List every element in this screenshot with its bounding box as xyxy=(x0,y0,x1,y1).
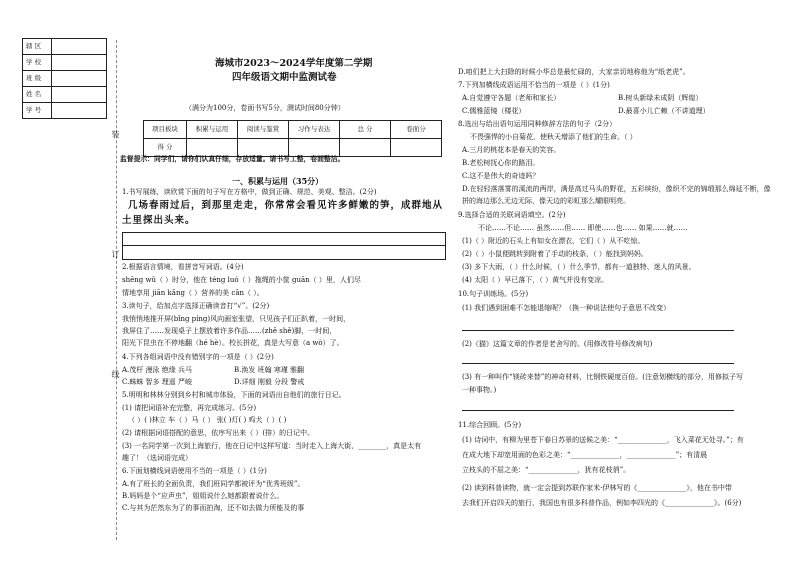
question-9: 9.选择合适的关联词语填空。(2分) xyxy=(458,211,566,219)
option-a[interactable]: A.三月的桃花本是春天的笑容。 xyxy=(462,146,561,154)
option-d[interactable]: D.在轻轻落落雾的溪流的两岸，满是高过马头的野花，五彩缤纷，像织不完的锦缎那么绵延不断，像 xyxy=(462,185,771,193)
score-cell[interactable] xyxy=(340,139,391,157)
info-label: 辖 区 xyxy=(23,39,52,55)
question-11-2b[interactable]: 去我们开启四天的旅行，我国也有很多科普作品，例如李四光的《______________》。(6分) xyxy=(462,499,742,507)
subtitle: （满分为100分，卷面书写5分，测试时间80分钟） xyxy=(185,104,345,112)
writing-box[interactable] xyxy=(122,232,446,260)
info-label: 姓 名 xyxy=(23,87,52,103)
info-label: 班 级 xyxy=(23,71,52,87)
question-5-2: (2) 请根据词语搭配的意思，依序写出来（ ）(排）的日记中。 xyxy=(122,429,315,437)
copy-text-line1: 几场春雨过后，到那里走走，你常常会看见许多鲜嫩的笋，成群地从 xyxy=(128,200,444,211)
question-5: 5.明明和林林分别到乡村和城市体验，下面的词语出自他们的旅行日记。 xyxy=(122,391,346,399)
score-cell[interactable] xyxy=(238,139,289,157)
question-11-2[interactable]: (2) 读到科普读物，就一定会提到苏联作家米·伊林写的《______________》，他在书中带 xyxy=(462,484,732,492)
question-11-1c[interactable]: 立枝头的不屈之美：“______________，犹有花枝俏”。 xyxy=(462,466,631,474)
option-c[interactable]: C.与其为茫然东为了的事而拍淘，还不如去做力所能及的事 xyxy=(122,504,305,512)
margin-char: 装 xyxy=(111,130,120,138)
score-row-label: 得 分 xyxy=(144,139,187,157)
score-header: 积累与运用 xyxy=(187,121,238,139)
option-b[interactable]: B.树头新绿未成阴（辉煌） xyxy=(618,94,703,102)
title-line2: 四年级语文期中监测试卷 xyxy=(232,72,337,83)
info-field[interactable] xyxy=(52,71,107,87)
option-c[interactable]: C.儒雅蓝镜（楼花） xyxy=(462,107,526,115)
info-label: 学 号 xyxy=(23,103,52,119)
question-3-line: 我悄悄地推开屏(bǐng píng)风向画室张望，只见孩子们正趴着，一时间， xyxy=(122,315,351,323)
option-a[interactable]: A.茂杆 漫泳 绝缘 兵马 xyxy=(122,366,192,374)
score-cell[interactable] xyxy=(187,139,238,157)
info-field[interactable] xyxy=(52,39,107,55)
question-6: 6.下面划横线词语使用不当的一项是（ ）(1分) xyxy=(122,467,267,475)
section-heading: 一、积累与运用（35分） xyxy=(232,176,324,186)
margin-char: 线 xyxy=(111,370,120,378)
question-10-2: (2)《猫》这篇文章的作者是老舍写的。(用修改符号修改病句) xyxy=(462,340,653,348)
score-header: 阅读与鉴赏 xyxy=(238,121,289,139)
question-5-words[interactable]: （ ）( )林立 车（ ）马（ ） 张( )灯( ) 鸡犬（ ）( ) xyxy=(128,416,287,424)
question-1: 1.书写展练，读欣赏下面的句子写在方格中，做到正确、规范、美观、整洁。(2分) xyxy=(122,188,377,196)
question-9-1[interactable]: (1)（ ）附近的石头上有如女在漂衣，它们（ ）从不吃惊。 xyxy=(462,237,645,245)
option-b[interactable]: B.老松树抚心你的路泪。 xyxy=(462,159,540,167)
answer-line[interactable] xyxy=(462,410,734,411)
question-10-3: (3) 有一种叫作“镁砖来替”的神奇材料，比钢铁硬度百倍。(注意划横线的部分，用修拟子写 xyxy=(462,373,744,381)
option-d[interactable]: D.最喜小儿亡赖（不讲道理） xyxy=(618,107,710,115)
question-3: 3.读句子，给加点字选择正确读音打“√”。(2分) xyxy=(122,302,270,310)
margin-char: 订 xyxy=(111,250,120,258)
binding-line xyxy=(116,40,117,540)
option-a[interactable]: A.有了班长的全面负责，我们班同学都被评为“优秀班级”。 xyxy=(122,480,305,488)
option-b[interactable]: B.涣发 班翰 寒瑾 雅翻 xyxy=(234,366,305,374)
question-5-3b: 趣了！（选词语完成） xyxy=(122,454,192,462)
option-d[interactable]: D.咱们把上大扫除的时候小华总是最忙碌的，大家亲切地称他为“纸老虎”。 xyxy=(458,68,690,76)
info-field[interactable] xyxy=(52,103,107,119)
score-table xyxy=(143,120,442,157)
option-b[interactable]: B.妈妈是个“应声虫”，姐姐说什么她都跟着说什么。 xyxy=(122,492,284,500)
question-3-line: 我屏住了……发现桌子上摆放着许多作品……(zhě shě)脚，一时间， xyxy=(122,327,337,335)
info-field[interactable] xyxy=(52,55,107,71)
info-field[interactable] xyxy=(52,87,107,103)
question-8: 8.选出与给出语句运用同种修辞方法的句子（2分） xyxy=(458,120,617,128)
question-2-line: 情地享用 jiān kǎng（ ）营养的美 cān（ ）。 xyxy=(122,289,264,297)
option-c[interactable]: C.蛛蛛 智多 理遥 严峻 xyxy=(122,378,193,386)
score-header: 总 分 xyxy=(340,121,391,139)
question-5-1: (1) 请把词语补充完整，再完成练习。(5分) xyxy=(122,404,257,412)
question-10-1: (1) 我们遇到困难不怎能退缩呢？（换一种说法使句子意思不改变） xyxy=(462,304,671,312)
writing-rule xyxy=(123,245,445,246)
question-11-1b[interactable]: 在成大地下却宽用面的色彩之美：“______________，______________”；有清晨 xyxy=(462,451,708,459)
option-d[interactable]: D.详细 刚毅 分段 警戒 xyxy=(234,378,305,386)
question-2-line: shēng wǔ（ ）时分，他在 téng luó（ ）拖绳的小筐 guān（ ）里，人们尽 xyxy=(122,276,361,284)
info-label: 学 校 xyxy=(23,55,52,71)
question-9-3[interactable]: (3) 多下大雨，（ ）什么时候，（ ）什么季节，都有一道独特、迷人的风景。 xyxy=(462,263,696,271)
score-header: 卷面分 xyxy=(391,121,442,139)
question-8-stem: 不畏强悍的小自菊花，使秋天增添了他们的生命。（ ） xyxy=(470,133,637,141)
score-header: 习作与表达 xyxy=(289,121,340,139)
question-9-options: 不论……不论…… 虽然……但…… 即使……也…… 如果……就…… xyxy=(478,224,688,232)
question-4: 4.下列各组词语中没有错别字的一项是（ ）(2分) xyxy=(122,353,274,361)
question-11: 11.综合回顾。(5分) xyxy=(458,421,522,429)
question-5-3: (3) 一名同学第一次到上海旅行，他在日记中这样写道：当时走入上海大街，________，真是太有 xyxy=(122,442,422,450)
question-3-line: 阳光下昆虫在不停地翻（hé hè）。校长拼花，真是大写意（a wò）了。 xyxy=(122,339,344,347)
question-9-2[interactable]: (2)（ ）小鼠便跳转到附着了手动的枝条，（ ）能找到妈妈。 xyxy=(462,250,648,258)
option-c[interactable]: C.这不是伟大的奇迹吗？ xyxy=(462,172,540,180)
option-a[interactable]: A.自觉遵守各题（老师和家长） xyxy=(462,94,561,102)
score-header: 项目板块 xyxy=(144,121,187,139)
question-7: 7.下列加横线成语运用不恰当的一项是（ ）(1分) xyxy=(458,81,610,89)
question-10-3b: 一种事物。) xyxy=(462,386,497,394)
score-cell[interactable] xyxy=(391,139,442,157)
question-11-1[interactable]: (1) 诗词中，有柳为里苍下春日苏景的送候之美：“______________，飞入菜花无处寻。”；有 xyxy=(462,436,744,444)
question-9-4[interactable]: (4) 太阳（ ）早已落下，（ ）黄气并没有变凉。 xyxy=(462,276,609,284)
score-cell[interactable] xyxy=(289,139,340,157)
copy-text-line2: 土里探出头来。 xyxy=(122,215,196,226)
question-10: 10.句子训练场。(5分) xyxy=(458,290,529,298)
title-line1: 海城市2023～2024学年度第二学期 xyxy=(215,58,373,69)
notice: 监督提示：同学们，请你们认真仔细，存放适量。请书写工整，卷面整洁。 xyxy=(120,155,345,163)
answer-line[interactable] xyxy=(462,330,734,331)
answer-line[interactable] xyxy=(462,363,734,364)
option-d-cont: 拼的海边那么无边无际，像天边的彩虹那么耀眼明亮。 xyxy=(462,197,630,205)
question-2: 2.根据语言情境，看拼音写词语。(4分) xyxy=(122,263,244,271)
student-info-table xyxy=(22,38,107,119)
